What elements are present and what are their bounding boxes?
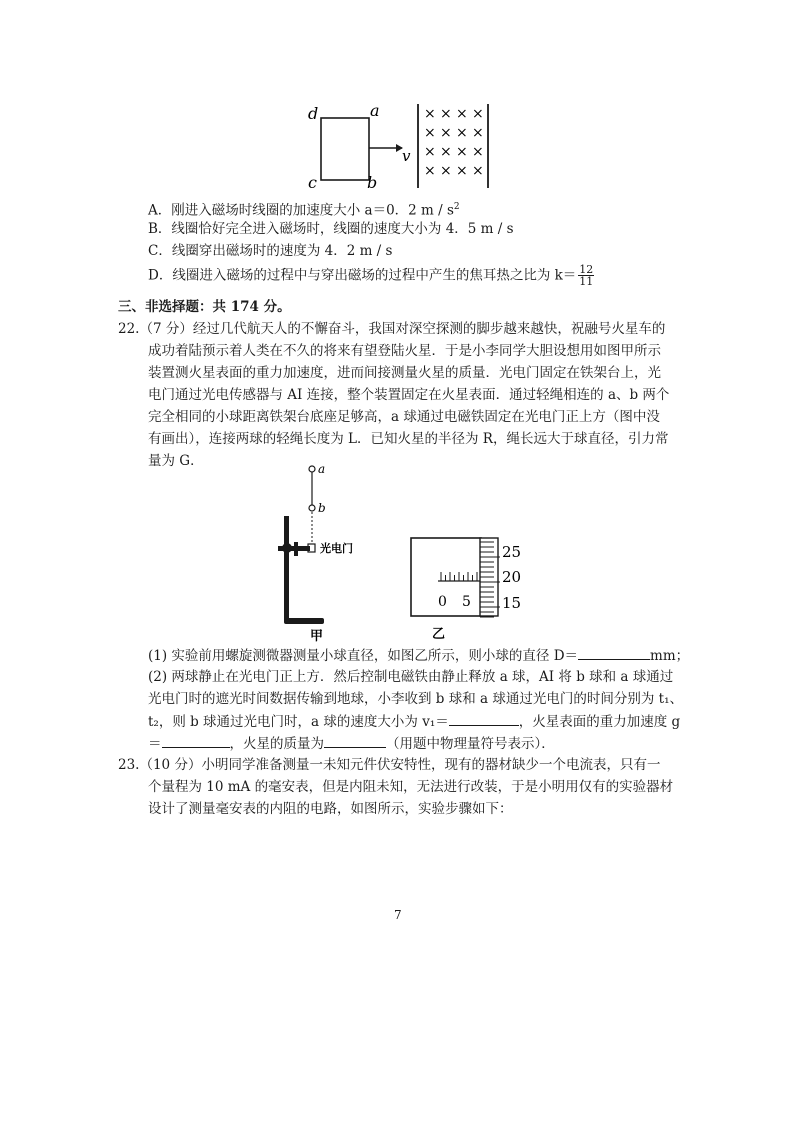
thimble-label-20: 20 <box>502 568 522 586</box>
sleeve-label-5: 5 <box>462 594 471 610</box>
figure-jia-label: 甲 <box>310 629 324 642</box>
q22-sub2-line-2: 光电门时的遮光时间数据传输到地球，小李收到 b 球和 a 球通过光电门的时间分别为 t₁、 <box>148 691 683 707</box>
stand-base <box>284 618 324 624</box>
answer-blank-mass[interactable] <box>324 734 386 748</box>
thimble-label-25: 25 <box>502 543 522 561</box>
option-a: A．刚进入磁场时线圈的加速度大小 a＝0．2 m / $s^2$ <box>148 202 460 219</box>
field-cross: × <box>440 125 452 141</box>
coil-field-figure <box>300 98 500 194</box>
field-cross: × <box>424 163 436 179</box>
field-cross: × <box>472 163 484 179</box>
answer-blank-diameter[interactable] <box>578 646 650 660</box>
ball-a <box>309 466 315 472</box>
q22-sub2-line-4: ＝ ，火星的质量为 （用题中物理量符号表示）． <box>148 736 555 752</box>
corner-a-label: a <box>370 101 380 120</box>
q23-line-3: 设计了测量毫安表的内阻的电路，如图所示，实验步骤如下： <box>148 801 513 817</box>
apparatus-figure-jia <box>268 462 358 642</box>
field-cross: × <box>456 144 468 160</box>
field-cross: × <box>456 106 468 122</box>
ratio-fraction: $\frac{12}{11}$ <box>579 263 594 288</box>
stand-rod <box>284 516 289 622</box>
photogate-label: 光电门 <box>320 542 353 555</box>
field-cross: × <box>424 106 436 122</box>
q22-sub1: (1) 实验前用螺旋测微器测量小球直径，如图乙所示，则小球的直径 D＝ mm； <box>148 648 690 664</box>
sleeve-scale-ticks <box>441 572 477 581</box>
option-d: D．线圈进入磁场的过程中与穿出磁场的过程中产生的焦耳热之比为 k＝ $\frac{12}{11}$ <box>148 263 594 288</box>
q22-sub2-line-3: t₂，则 b 球通过光电门时，a 球的速度大小为 v₁＝ ，火星表面的重力加速度 g <box>148 714 681 730</box>
q22-sub2-line-1: (2) 两球静止在光电门正上方．然后控制电磁铁由静止释放 a 球，AI 将 b 球和 a 球通过 <box>148 669 674 685</box>
field-cross: × <box>440 163 452 179</box>
ball-b <box>309 505 315 511</box>
section-heading: 三、非选择题：共 174 分。 <box>118 299 291 315</box>
q22-line-2: 成功着陆预示着人类在不久的将来有望登陆火星．于是小李同学大胆设想用如图甲所示 <box>148 343 661 359</box>
answer-blank-velocity[interactable] <box>449 712 519 726</box>
q22-line-6: 有画出），连接两球的轻绳长度为 L．已知火星的半径为 R，绳长远大于球直径，引力常 <box>148 431 669 447</box>
ball-a-label: a <box>318 462 326 476</box>
ball-b-label: b <box>318 501 326 515</box>
coil-rectangle <box>321 118 369 180</box>
velocity-v-label: v <box>402 147 411 165</box>
answer-blank-gravity[interactable] <box>162 734 230 748</box>
micrometer-figure-yi <box>408 534 528 644</box>
sleeve-label-0: 0 <box>438 594 447 610</box>
q22-line-3: 装置测火星表面的重力加速度，进而间接测量火星的质量．光电门固定在铁架台上，光 <box>148 365 661 381</box>
clamp-knob <box>282 543 292 553</box>
q22-line-5: 完全相同的小球距离铁架台底座足够高，a 球通过电磁铁固定在光电门正上方（图中没 <box>148 409 660 425</box>
page-number: 7 <box>394 908 402 922</box>
q22-line-7: 量为 G． <box>148 453 204 469</box>
field-cross: × <box>456 163 468 179</box>
field-cross: × <box>472 144 484 160</box>
field-cross: × <box>440 144 452 160</box>
field-cross: × <box>472 125 484 141</box>
field-cross: × <box>424 125 436 141</box>
thimble-label-15: 15 <box>502 594 522 612</box>
q23-line-1: 23.（10 分）小明同学准备测量一未知元件伏安特性，现有的器材缺少一个电流表，只有一 <box>118 757 661 773</box>
corner-d-label: d <box>308 104 319 123</box>
corner-c-label: c <box>308 173 317 192</box>
field-cross: × <box>440 106 452 122</box>
field-cross: × <box>424 144 436 160</box>
clamp-bracket <box>294 542 298 556</box>
figure-yi-label: 乙 <box>432 627 446 642</box>
q22-line-4: 电门通过光电传感器与 AI 连接，整个装置固定在火星表面．通过轻绳相连的 a、b 两个 <box>148 387 670 403</box>
magnetic-field-crosses <box>424 106 484 179</box>
q22-line-1: 22.（7 分）经过几代航天人的不懈奋斗，我国对深空探测的脚步越来越快，祝融号火星车的 <box>118 321 666 337</box>
field-cross: × <box>456 125 468 141</box>
option-c: C．线圈穿出磁场时的速度为 4．2 m / s <box>148 243 393 259</box>
option-b: B．线圈恰好完全进入磁场时，线圈的速度大小为 4．5 m / s <box>148 221 514 237</box>
corner-b-label: b <box>367 173 378 192</box>
q23-line-2: 个量程为 10 mA 的毫安表，但是内阻未知，无法进行改装，于是小明用仅有的实验器材 <box>148 779 674 795</box>
field-cross: × <box>472 106 484 122</box>
